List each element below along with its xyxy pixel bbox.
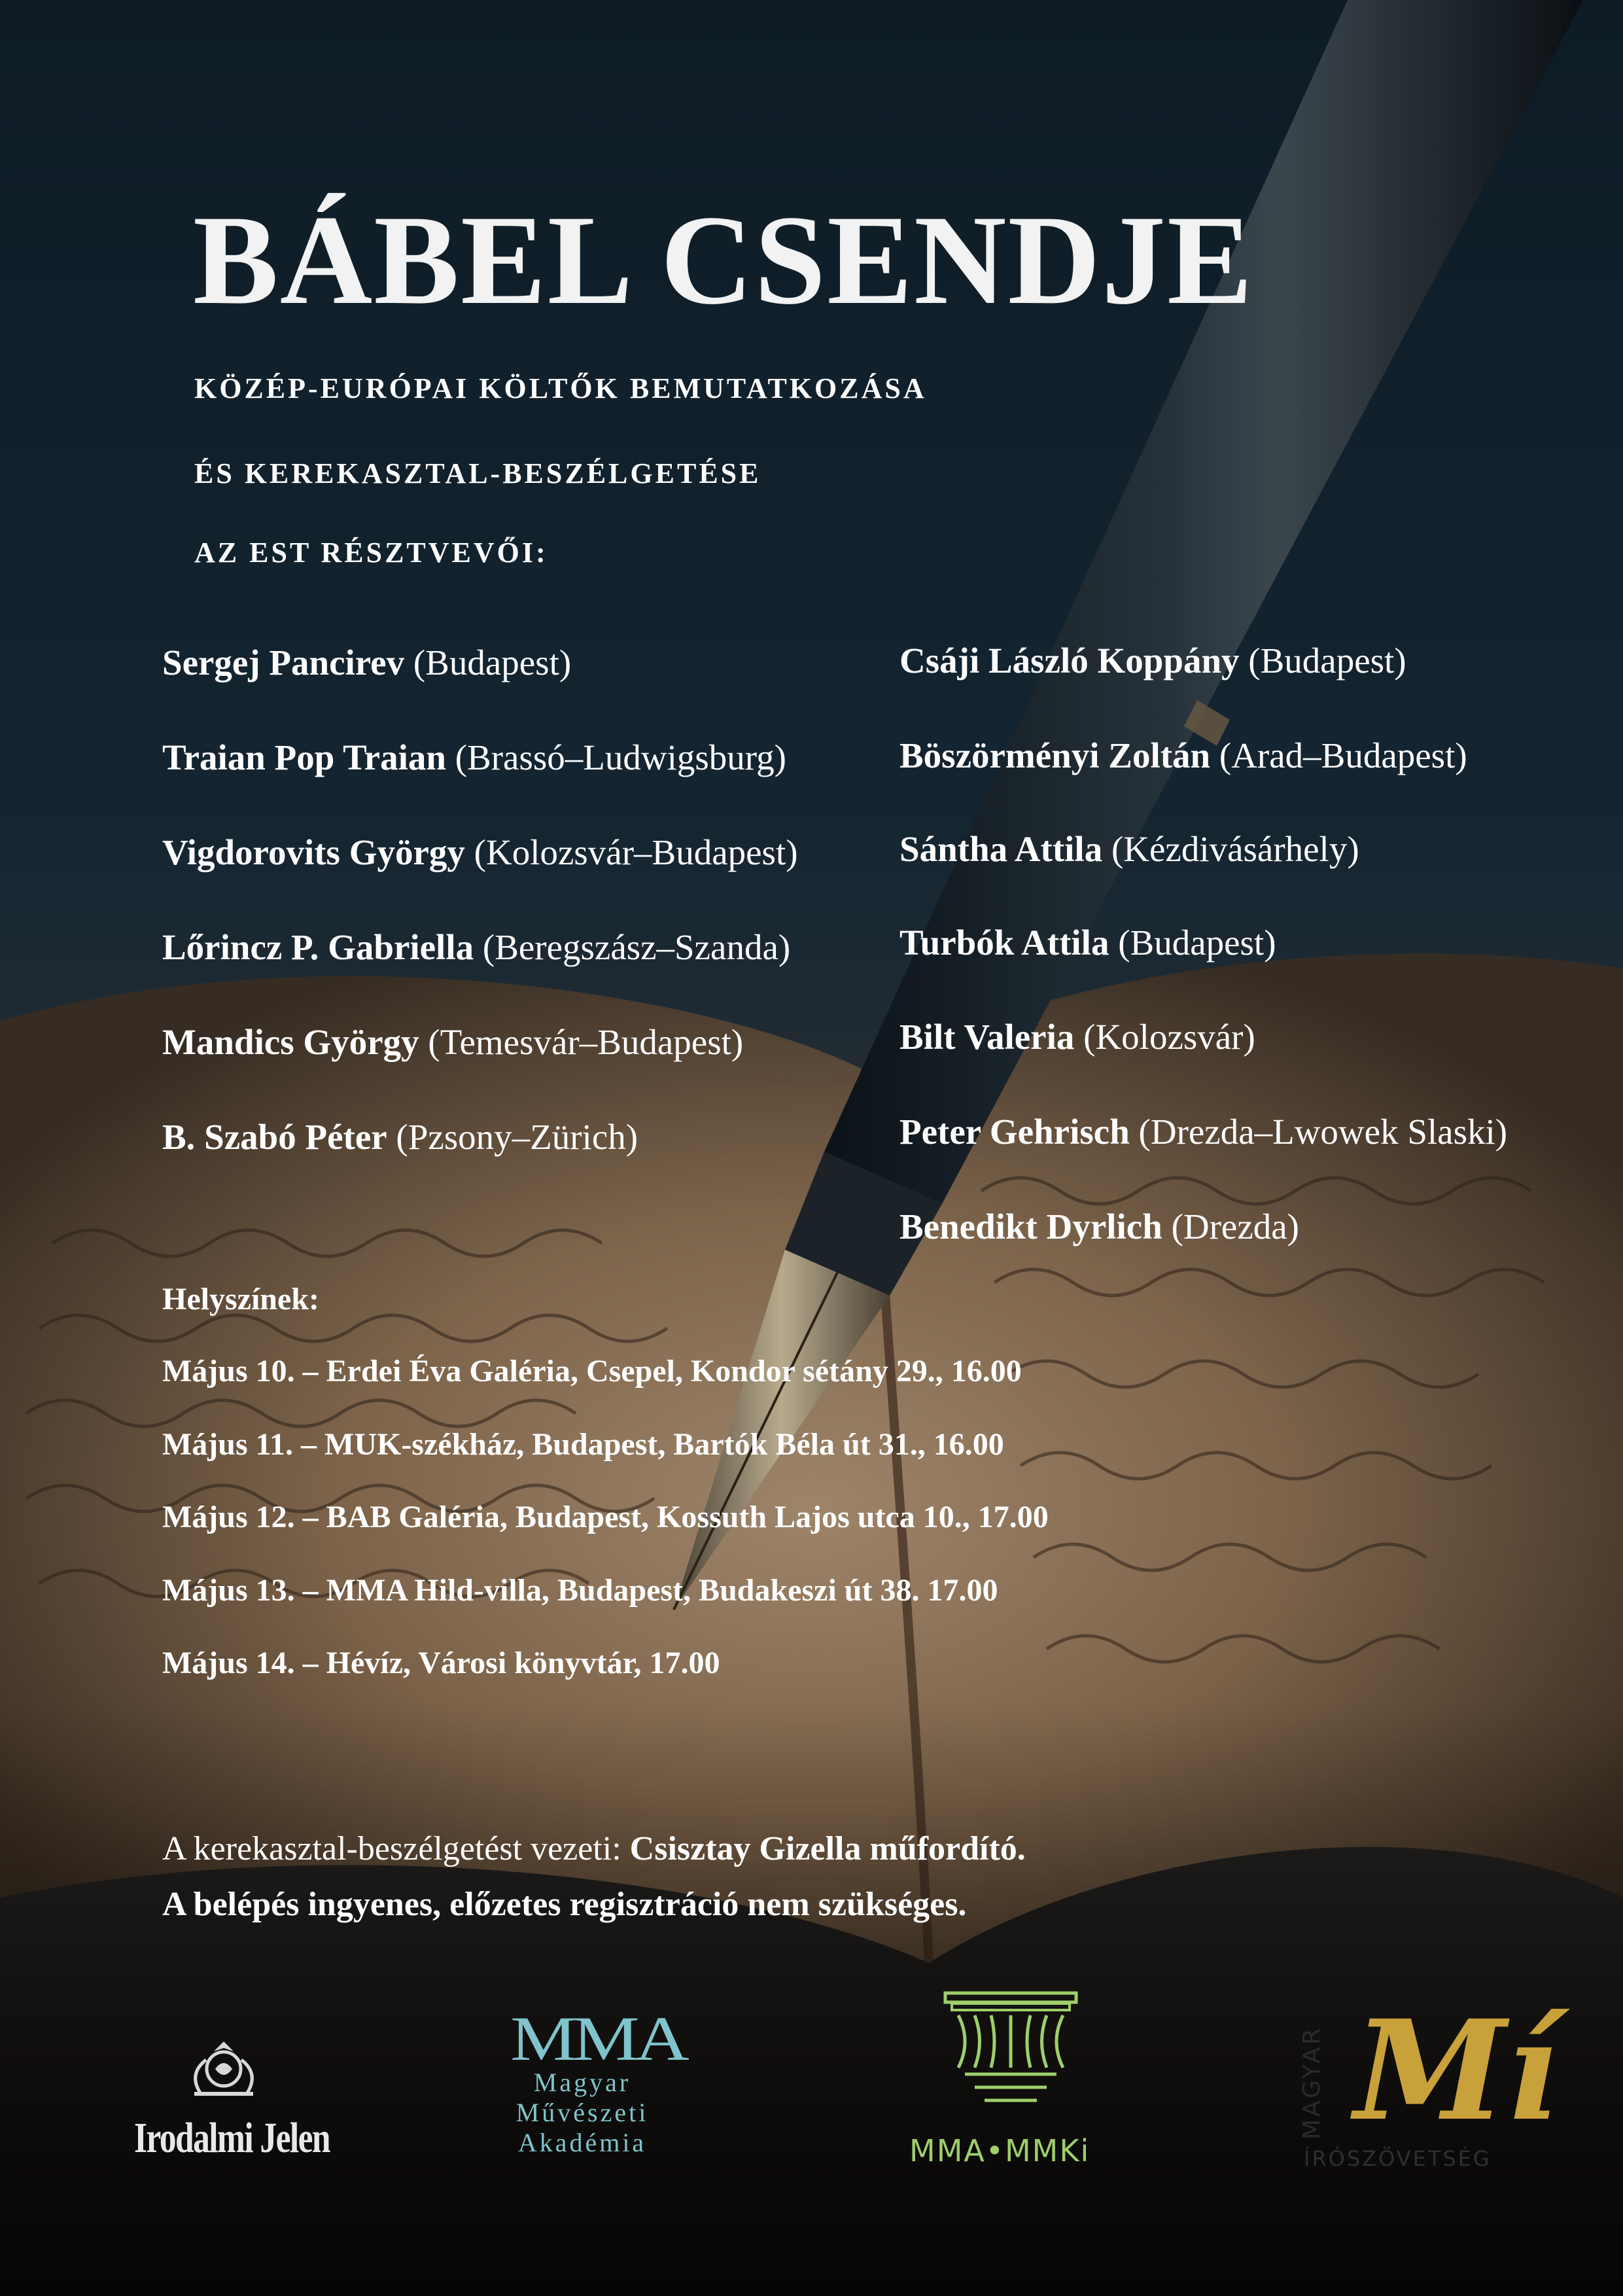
mi-bottom-text: ÍRÓSZÖVETSÉG: [1304, 2146, 1492, 2171]
mma-mmki-logo: [903, 1989, 1119, 2185]
irodalmi-jelen-name: Irodalmi Jelen: [134, 2114, 330, 2162]
participant-name: Benedikt Dyrlich: [899, 1207, 1162, 1246]
subtitle-line-2: ÉS KEREKASZTAL-BESZÉLGETÉSE: [194, 457, 761, 489]
participant-name: Sántha Attila: [899, 829, 1103, 869]
crest-icon: [181, 2035, 266, 2107]
participant-name: Vigdorovits György: [162, 832, 465, 872]
participant-place: (Kézdivásárhely): [1111, 829, 1359, 869]
venue-4: Május 13. – MMA Hild-villa, Budapest, Budakeszi út 38. 17.00: [162, 1573, 998, 1608]
page-title: BÁBEL CSENDJE: [193, 189, 1254, 331]
mi-mark: Mí: [1354, 1990, 1559, 2151]
mma-line-3: Akadémia: [517, 2128, 647, 2157]
participant-name: Peter Gehrisch: [899, 1112, 1130, 1152]
participant-left-3: [162, 834, 798, 870]
mma-line-1: Magyar: [533, 2068, 631, 2097]
participant-name: B. Szabó Péter: [162, 1117, 387, 1157]
participant-place: (Temesvár–Budapest): [428, 1022, 744, 1062]
mma-mark: MMA: [510, 2004, 685, 2074]
venue-2: Május 11. – MUK-székház, Budapest, Bartók Béla út 31., 16.00: [162, 1427, 1004, 1462]
participant-right-1: [899, 643, 1406, 679]
venue-3: Május 12. – BAB Galéria, Budapest, Kossuth Lajos utca 10., 17.00: [162, 1500, 1049, 1534]
participant-place: (Budapest): [1248, 641, 1406, 680]
participant-place: (Arad–Budapest): [1219, 735, 1467, 775]
participant-right-4: [899, 925, 1276, 961]
participant-right-6: [899, 1114, 1507, 1150]
participant-place: (Brassó–Ludwigsburg): [455, 737, 786, 777]
participant-left-2: [162, 739, 786, 775]
mi-side-text: MAGYAR: [1299, 2026, 1325, 2140]
mma-name: [478, 2068, 687, 2158]
participant-place: (Kolozsvár): [1083, 1017, 1255, 1057]
moderator-name: Csisztay Gizella műfordító.: [629, 1830, 1026, 1867]
participant-name: Lőrincz P. Gabriella: [162, 927, 474, 967]
mmk-name: MMA•MMKi: [909, 2133, 1091, 2168]
participant-left-1: [162, 645, 571, 680]
participant-left-5: [162, 1024, 743, 1060]
participant-place: (Budapest): [413, 643, 572, 682]
participant-left-4: [162, 929, 790, 965]
entry-note-text: A belépés ingyenes, előzetes regisztráció nem szükséges.: [162, 1886, 967, 1923]
irodalmi-jelen-logo: [134, 2035, 350, 2179]
participant-place: (Beregszász–Szanda): [482, 927, 791, 967]
participant-name: Csáji László Koppány: [899, 641, 1240, 680]
participant-right-2: [899, 737, 1467, 773]
participant-name: Turbók Attila: [899, 923, 1109, 963]
participant-place: (Drezda–Lwowek Slaski): [1138, 1112, 1508, 1152]
venues-heading: Helyszínek:: [162, 1282, 319, 1316]
column-capital-icon: [939, 1989, 1083, 2120]
mma-line-2: Művészeti: [515, 2098, 649, 2127]
participants-heading: AZ EST RÉSZTVEVŐI:: [194, 537, 548, 569]
moderator-line: [162, 1832, 1026, 1866]
participant-name: Sergej Pancirev: [162, 643, 405, 682]
entry-note: [162, 1888, 966, 1922]
venue-5: Május 14. – Hévíz, Városi könyvtár, 17.00: [162, 1646, 720, 1680]
participant-left-6: [162, 1119, 638, 1155]
participant-right-7: [899, 1209, 1299, 1245]
participant-place: (Drezda): [1171, 1207, 1299, 1246]
participant-place: (Pzsony–Zürich): [396, 1117, 638, 1157]
participant-place: (Budapest): [1118, 923, 1276, 963]
magyar-iroszovetseg-logo: [1299, 1989, 1559, 2185]
moderator-prefix: A kerekasztal-beszélgetést vezeti:: [162, 1830, 621, 1867]
subtitle-line-1: KÖZÉP-EURÓPAI KÖLTŐK BEMUTATKOZÁSA: [194, 372, 927, 404]
participant-right-3: [899, 831, 1359, 867]
participant-name: Böszörményi Zoltán: [899, 735, 1211, 775]
venue-1: Május 10. – Erdei Éva Galéria, Csepel, Kondor sétány 29., 16.00: [162, 1354, 1022, 1388]
participant-right-5: [899, 1019, 1255, 1055]
mma-logo: [478, 2002, 693, 2172]
participant-name: Mandics György: [162, 1022, 419, 1062]
participant-name: Traian Pop Traian: [162, 737, 446, 777]
participant-place: (Kolozsvár–Budapest): [474, 832, 798, 872]
participant-name: Bilt Valeria: [899, 1017, 1075, 1057]
